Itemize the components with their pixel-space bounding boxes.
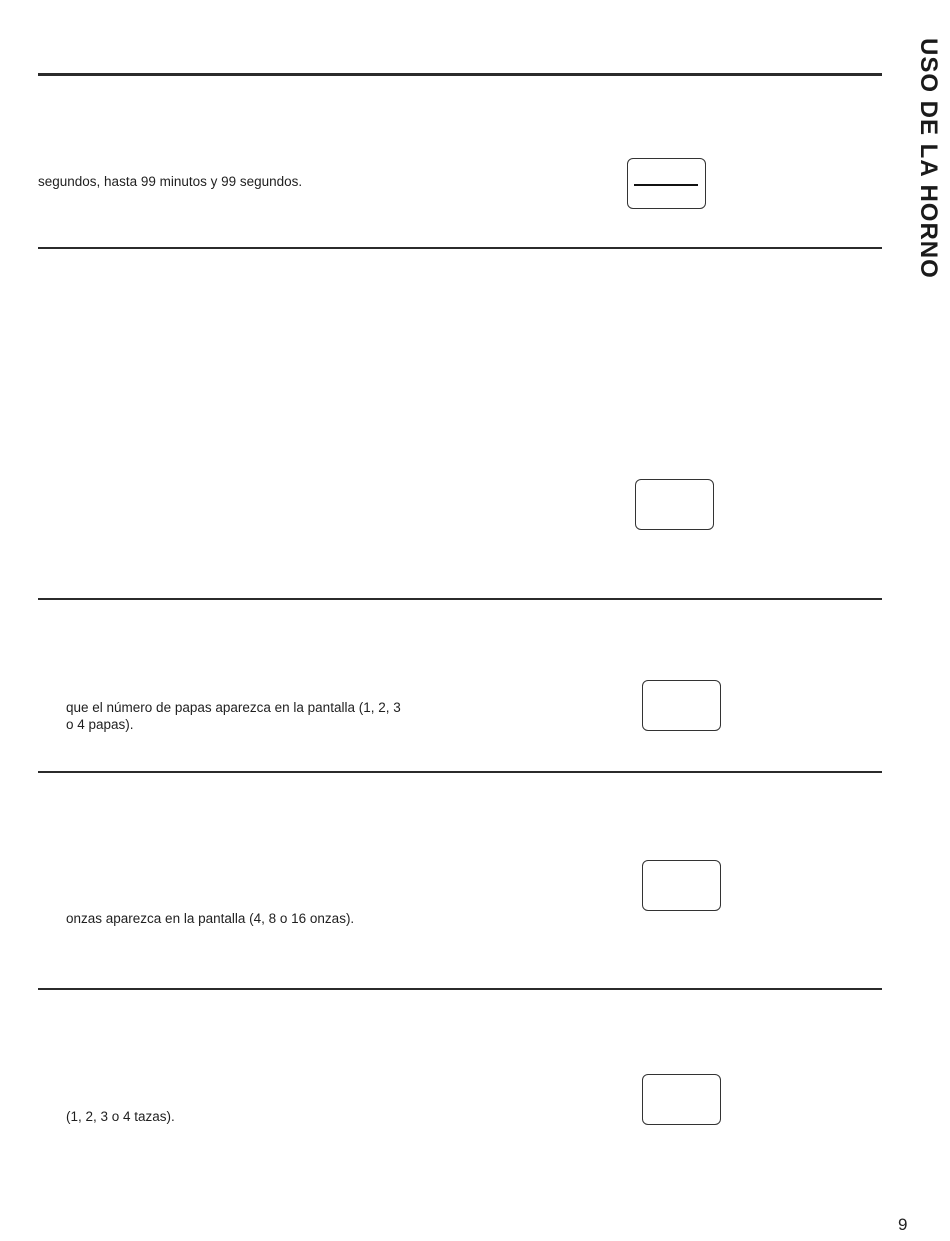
side-section-title: USO DE LA HORNO xyxy=(915,38,942,279)
section-3-button-icon xyxy=(642,680,721,731)
section-5-text: (1, 2, 3 o 4 tazas). xyxy=(66,1109,175,1124)
section-4-button-icon xyxy=(642,860,721,911)
button-underline xyxy=(634,184,698,186)
top-rule xyxy=(38,73,882,76)
section-3-line-1: que el número de papas aparezca en la pantalla (1, 2, 3 xyxy=(66,700,401,715)
section-1-text: segundos, hasta 99 minutos y 99 segundos. xyxy=(38,174,303,189)
section-4-text: onzas aparezca en la pantalla (4, 8 o 16 onzas). xyxy=(66,911,355,926)
section-divider xyxy=(38,988,882,990)
section-divider xyxy=(38,771,882,773)
section-3-text xyxy=(66,699,401,733)
section-5-button-icon xyxy=(642,1074,721,1125)
section-3-line-2: o 4 papas). xyxy=(66,717,134,732)
section-divider xyxy=(38,598,882,600)
page-number: 9 xyxy=(898,1215,908,1234)
section-1-button-icon xyxy=(627,158,706,209)
section-2-button-icon xyxy=(635,479,714,530)
section-divider xyxy=(38,247,882,249)
